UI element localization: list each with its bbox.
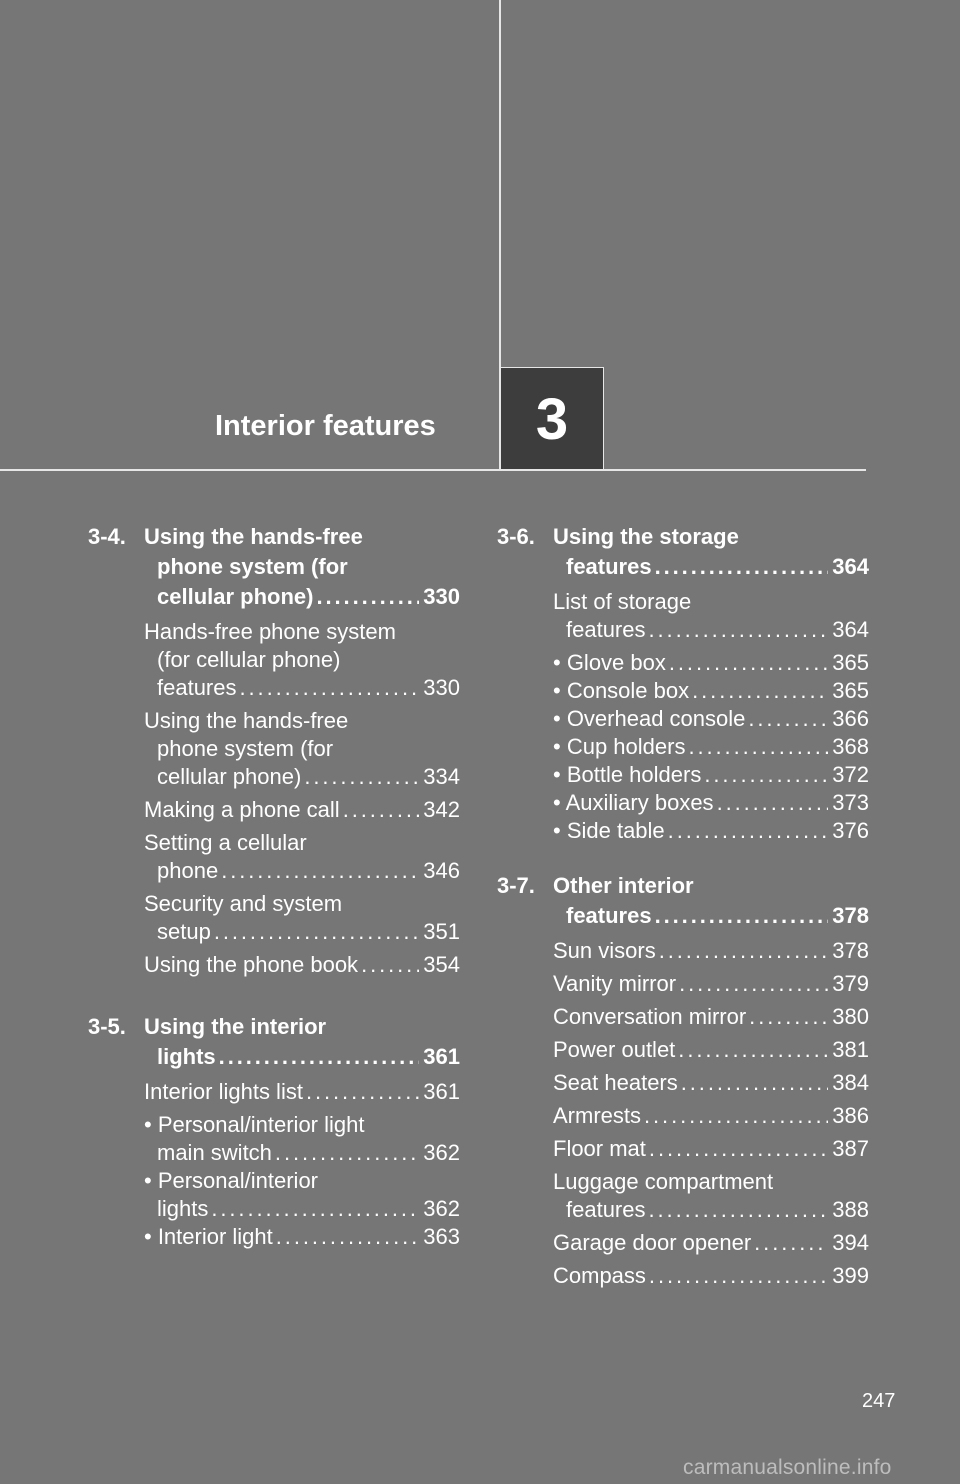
section-heading (88, 522, 460, 612)
entry-page: 364 (832, 617, 869, 642)
entry-text: Garage door opener (553, 1230, 752, 1255)
dot-leader (275, 1139, 419, 1167)
toc-entry (497, 1069, 869, 1097)
section-title-line (88, 582, 460, 612)
toc-entry (88, 618, 460, 702)
dot-leader (681, 1069, 829, 1097)
entry-line (497, 1135, 869, 1163)
dot-leader (304, 763, 419, 791)
dot-leader (754, 1229, 828, 1257)
dot-leader (644, 1102, 828, 1130)
entry-page: 388 (832, 1197, 869, 1222)
entry-text: • Glove box (553, 650, 666, 675)
watermark: carmanualsonline.info (683, 1456, 892, 1479)
chapter-title: Interior features (215, 410, 436, 442)
toc-entry (497, 1036, 869, 1064)
entry-page: 362 (423, 1196, 460, 1221)
entry-page: 346 (423, 858, 460, 883)
entry-text: Sun visors (553, 938, 656, 963)
entry-line: Security and system (144, 891, 343, 916)
section-heading (88, 1012, 460, 1072)
entry-line: • Personal/interior (144, 1168, 319, 1193)
toc-entry (497, 789, 869, 817)
section-page: 330 (423, 584, 460, 609)
entry-line (88, 1139, 460, 1167)
entry-text: • Overhead console (553, 706, 746, 731)
entry-text: Seat heaters (553, 1070, 678, 1095)
toc-entry (88, 1078, 460, 1106)
entry-line: • Personal/interior light (144, 1112, 365, 1137)
section-title-line: Using the hands-free (144, 524, 363, 549)
entry-line (497, 733, 869, 761)
entry-page: 366 (832, 706, 869, 731)
entry-line: (for cellular phone) (157, 647, 341, 672)
entry-line (88, 1223, 460, 1251)
section-number: 3-7. (497, 873, 535, 898)
section-title-text: cellular phone) (157, 584, 314, 609)
entry-line (497, 1229, 869, 1257)
entry-text: features (566, 1197, 646, 1222)
section-heading (497, 522, 869, 582)
section-number: 3-5. (88, 1014, 126, 1039)
entry-text: features (157, 675, 237, 700)
entry-line (88, 796, 460, 824)
section-gap (497, 845, 869, 871)
dot-leader (679, 970, 828, 998)
entry-text: Armrests (553, 1103, 641, 1128)
dot-leader (306, 1078, 419, 1106)
entry-text: Floor mat (553, 1136, 646, 1161)
dot-leader (749, 1003, 828, 1031)
toc-left-column (88, 522, 460, 1251)
section-title-line: Using the interior (144, 1014, 327, 1039)
dot-leader (343, 796, 420, 824)
entry-text: • Bottle holders (553, 762, 702, 787)
dot-leader (655, 901, 829, 931)
entry-line (88, 674, 460, 702)
dot-leader (717, 789, 829, 817)
entry-line (88, 763, 460, 791)
entry-text: Power outlet (553, 1037, 676, 1062)
toc-entry (497, 761, 869, 789)
dot-leader (678, 1036, 828, 1064)
section-title-line: phone system (for (157, 554, 348, 579)
entry-line (497, 817, 869, 845)
entry-page: 330 (423, 675, 460, 700)
toc-entry (497, 1229, 869, 1257)
entry-page: 373 (832, 790, 869, 815)
entry-line (88, 1078, 460, 1106)
entry-text: features (566, 617, 646, 642)
dot-leader (704, 761, 828, 789)
entry-text: setup (157, 919, 211, 944)
entry-page: 387 (832, 1136, 869, 1161)
entry-text: Interior lights list (144, 1079, 303, 1104)
entry-text: Conversation mirror (553, 1004, 747, 1029)
entry-page: 372 (832, 762, 869, 787)
entry-line (88, 951, 460, 979)
entry-page: 363 (423, 1224, 460, 1249)
entry-line: List of storage (553, 589, 692, 614)
entry-line (497, 761, 869, 789)
section-gap (88, 984, 460, 1012)
entry-line (497, 616, 869, 644)
entry-line (497, 970, 869, 998)
toc-entry (88, 890, 460, 946)
entry-text: • Console box (553, 678, 690, 703)
entry-page: 380 (832, 1004, 869, 1029)
dot-leader (649, 1135, 828, 1163)
toc-entry (497, 705, 869, 733)
entry-line (88, 918, 460, 946)
entry-page: 351 (423, 919, 460, 944)
entry-text: lights (157, 1196, 209, 1221)
toc-right-column (497, 522, 869, 1295)
entry-text: main switch (157, 1140, 272, 1165)
dot-leader (276, 1223, 420, 1251)
dot-leader (655, 552, 829, 582)
section-number: 3-4. (88, 524, 126, 549)
entry-page: 381 (832, 1037, 869, 1062)
entry-page: 399 (832, 1263, 869, 1288)
entry-line (497, 1262, 869, 1290)
toc-entry (88, 1167, 460, 1223)
entry-text: • Auxiliary boxes (553, 790, 714, 815)
dot-leader (649, 1262, 828, 1290)
entry-line (497, 1036, 869, 1064)
entry-line (497, 937, 869, 965)
section-page: 364 (832, 554, 869, 579)
dot-leader (219, 1042, 420, 1072)
toc-entry (497, 937, 869, 965)
dot-leader (669, 649, 828, 677)
section-page: 361 (423, 1044, 460, 1069)
dot-leader (361, 951, 419, 979)
dot-leader (649, 616, 829, 644)
dot-leader (748, 705, 828, 733)
dot-leader (668, 817, 829, 845)
chapter-number: 3 (535, 387, 569, 452)
entry-page: 365 (832, 678, 869, 703)
entry-line (497, 1196, 869, 1224)
entry-line (497, 1003, 869, 1031)
dot-leader (692, 677, 828, 705)
dot-leader (240, 674, 420, 702)
entry-text: • Side table (553, 818, 665, 843)
toc-entry (88, 707, 460, 791)
entry-page: 386 (832, 1103, 869, 1128)
section-title-line (497, 552, 869, 582)
toc-entry (497, 588, 869, 644)
entry-text: phone (157, 858, 219, 883)
entry-line (497, 1069, 869, 1097)
entry-page: 361 (423, 1079, 460, 1104)
entry-line: Luggage compartment (553, 1169, 774, 1194)
section-page: 378 (832, 903, 869, 928)
dot-leader (688, 733, 828, 761)
toc-entry (497, 1168, 869, 1224)
entry-page: 334 (423, 764, 460, 789)
toc-entry (88, 796, 460, 824)
entry-line: Hands-free phone system (144, 619, 396, 644)
entry-text: Making a phone call (144, 797, 340, 822)
section-title-line (88, 1042, 460, 1072)
toc-entry (88, 1111, 460, 1167)
chapter-tab (500, 367, 604, 469)
entry-line: Using the hands-free (144, 708, 349, 733)
entry-line (497, 649, 869, 677)
entry-page: 378 (832, 938, 869, 963)
toc-entry (497, 970, 869, 998)
dot-leader (214, 918, 419, 946)
entry-line: phone system (for (157, 736, 334, 761)
entry-page: 342 (423, 797, 460, 822)
toc-entry (497, 1102, 869, 1130)
toc-entry (88, 1223, 460, 1251)
entry-line (88, 1195, 460, 1223)
section-title-line (497, 901, 869, 931)
page-number: 247 (862, 1390, 896, 1412)
toc-entry (497, 649, 869, 677)
section-heading (497, 871, 869, 931)
entry-page: 394 (832, 1230, 869, 1255)
toc-entry (88, 951, 460, 979)
entry-text: • Cup holders (553, 734, 686, 759)
dot-leader (659, 937, 829, 965)
dot-leader (316, 582, 419, 612)
entry-page: 362 (423, 1140, 460, 1165)
entry-page: 376 (832, 818, 869, 843)
entry-line (497, 789, 869, 817)
toc-entry (88, 829, 460, 885)
dot-leader (211, 1195, 419, 1223)
entry-text: cellular phone) (157, 764, 302, 789)
dot-leader (649, 1196, 829, 1224)
entry-line (497, 1102, 869, 1130)
toc-entry (497, 1135, 869, 1163)
section-title-text: features (566, 903, 652, 928)
section-number: 3-6. (497, 524, 535, 549)
entry-line (497, 705, 869, 733)
entry-text: • Interior light (144, 1224, 273, 1249)
toc-entry (497, 733, 869, 761)
toc-entry (497, 817, 869, 845)
entry-line (497, 677, 869, 705)
entry-text: Compass (553, 1263, 646, 1288)
entry-page: 384 (832, 1070, 869, 1095)
entry-line (88, 857, 460, 885)
section-title-text: lights (157, 1044, 216, 1069)
dot-leader (221, 857, 419, 885)
section-title-line: Other interior (553, 873, 694, 898)
entry-page: 368 (832, 734, 869, 759)
entry-text: Using the phone book (144, 952, 359, 977)
toc-entry (497, 1262, 869, 1290)
section-title-text: features (566, 554, 652, 579)
entry-text: Vanity mirror (553, 971, 677, 996)
toc-entry (497, 1003, 869, 1031)
entry-page: 365 (832, 650, 869, 675)
entry-line: Setting a cellular (144, 830, 307, 855)
entry-page: 379 (832, 971, 869, 996)
header-horizontal-rule (0, 469, 866, 471)
section-title-line: Using the storage (553, 524, 739, 549)
entry-page: 354 (423, 952, 460, 977)
toc-entry (497, 677, 869, 705)
